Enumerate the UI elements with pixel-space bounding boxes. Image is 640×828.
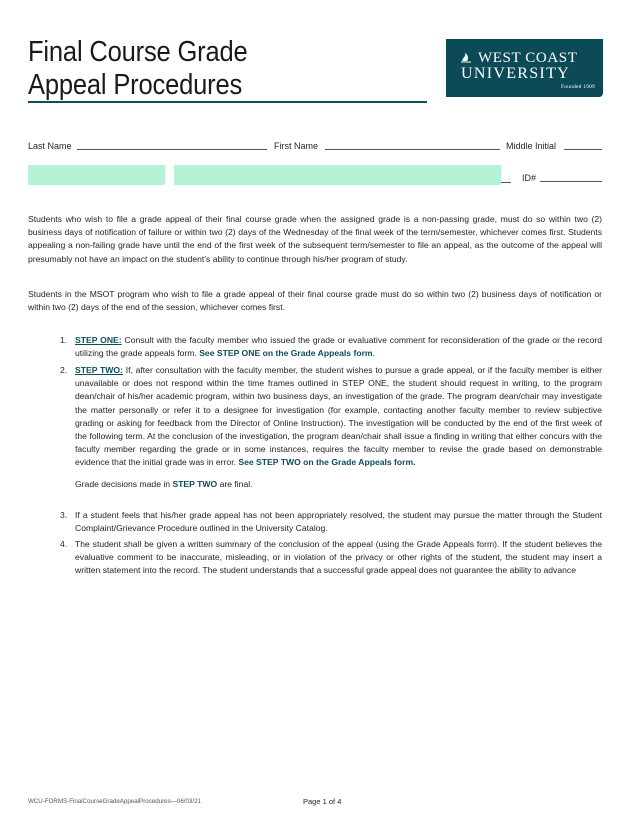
middle-initial-label: Middle Initial — [506, 141, 557, 151]
first-name-label: First Name — [274, 141, 319, 151]
last-name-underline — [77, 149, 267, 150]
step-three-item — [60, 509, 602, 535]
id-label: ID# — [522, 173, 537, 183]
footer-doc-id: WCU-FORMS-FinalCourseGradeAppealProcedures—06/03/21 — [28, 798, 201, 805]
step-one-tail: . — [372, 348, 375, 359]
step-number: 3. — [60, 510, 68, 520]
step-three-text: If a student feels that his/her grade appeal has not been appropriately resolved, the student may pursue the matter through the Student Complaint/Grievance Procedure outlined in the University Catalog. — [75, 510, 602, 534]
middle-initial-underline — [564, 149, 602, 150]
university-logo — [446, 39, 603, 97]
logo-line1: WEST COAST — [478, 50, 578, 66]
step-two-note — [75, 478, 602, 491]
first-name-input[interactable] — [174, 165, 501, 185]
step-two-keyword: STEP TWO: — [75, 365, 123, 375]
last-name-input[interactable] — [28, 165, 165, 185]
logo-line2: UNIVERSITY — [461, 65, 570, 82]
logo-founded: Founded 1909 — [560, 84, 595, 90]
step-two-note-post: are final. — [217, 478, 253, 489]
first-name-underline — [325, 149, 500, 150]
id-input[interactable] — [540, 181, 602, 182]
step-two-item — [60, 364, 602, 491]
middle-initial-input-line — [501, 182, 511, 183]
step-two-form-link: See STEP TWO on the Grade Appeals form. — [238, 457, 416, 468]
step-number: 4. — [60, 539, 68, 549]
step-one-form-link: See STEP ONE on the Grade Appeals form — [199, 348, 373, 359]
page-title-line1: Final Course Grade — [28, 36, 248, 68]
last-name-label: Last Name — [28, 141, 72, 151]
step-four-item — [60, 538, 602, 578]
step-one-text: Consult with the faculty member who issued the grade or evaluative comment for reconsideration of the grade or the record utilizing the grade appeals form. — [75, 335, 602, 359]
step-two-note-pre: Grade decisions made in — [75, 478, 173, 489]
intro-paragraph: Students who wish to file a grade appeal of their final course grade when the assigned grade is a non-passing grade, must do so within two (2) business days of notification of failure or within two (2) days of the Wednesday of the final week of the term/semester, whichever comes first. Students appealing a non-failing grade have until the end of the first week of the subsequent term/semester to file an appeal, as the outcome of the appeal will presumably not have an impact on the student’s ability to continue through his/her program of study. — [28, 214, 602, 264]
flame-icon — [460, 51, 472, 63]
step-two-text: If, after consultation with the faculty member, the student wishes to pursue a grade appeal, or if the faculty member is either unavailable or does not respond within the time frames outlined in STEP ONE, the student should request in writing, to the program dean/chair of his/her academic program, within two business days, an investigation of the grade. The program dean/chair may investigate the matter personally or refer it to a designee for investigation (for example, contacting another faculty member to review subjective grading or asking for feedback from the Director of Online Instruction). The investigation will be conducted by the end of the first week of the following term. At the conclusion of the investigation, the program dean/chair shall issue a finding in writing that either concurs with the faculty member regarding the grade or in some instances, requires the faculty member to revise the grade based on demonstrable evidence that the initial grade was in error. — [75, 365, 602, 468]
page-title — [28, 36, 248, 102]
step-number: 2. — [60, 365, 68, 375]
msot-paragraph: Students in the MSOT program who wish to file a grade appeal of their final course grade must do so within two (2) business days of notification or within two (2) days of the end of the session, whichever comes first. — [28, 289, 602, 313]
page-title-line2: Appeal Procedures — [28, 69, 243, 101]
step-two-note-keyword: STEP TWO — [172, 478, 218, 489]
step-number: 1. — [60, 335, 68, 345]
step-four-text: The student shall be given a written summary of the conclusion of the appeal (using the Grade Appeals form). If the student believes the evaluative comment to be inaccurate, misleading, or in violation of the privacy or other rights of the student, the student may insert a written statement into the record. The student understands that a successful grade appeal does not guarantee the ability to advance — [75, 539, 602, 576]
title-underline — [28, 101, 427, 103]
step-one-keyword: STEP ONE: — [75, 335, 122, 345]
step-one-item — [60, 334, 602, 360]
footer-page-number: Page 1 of 4 — [303, 797, 342, 806]
